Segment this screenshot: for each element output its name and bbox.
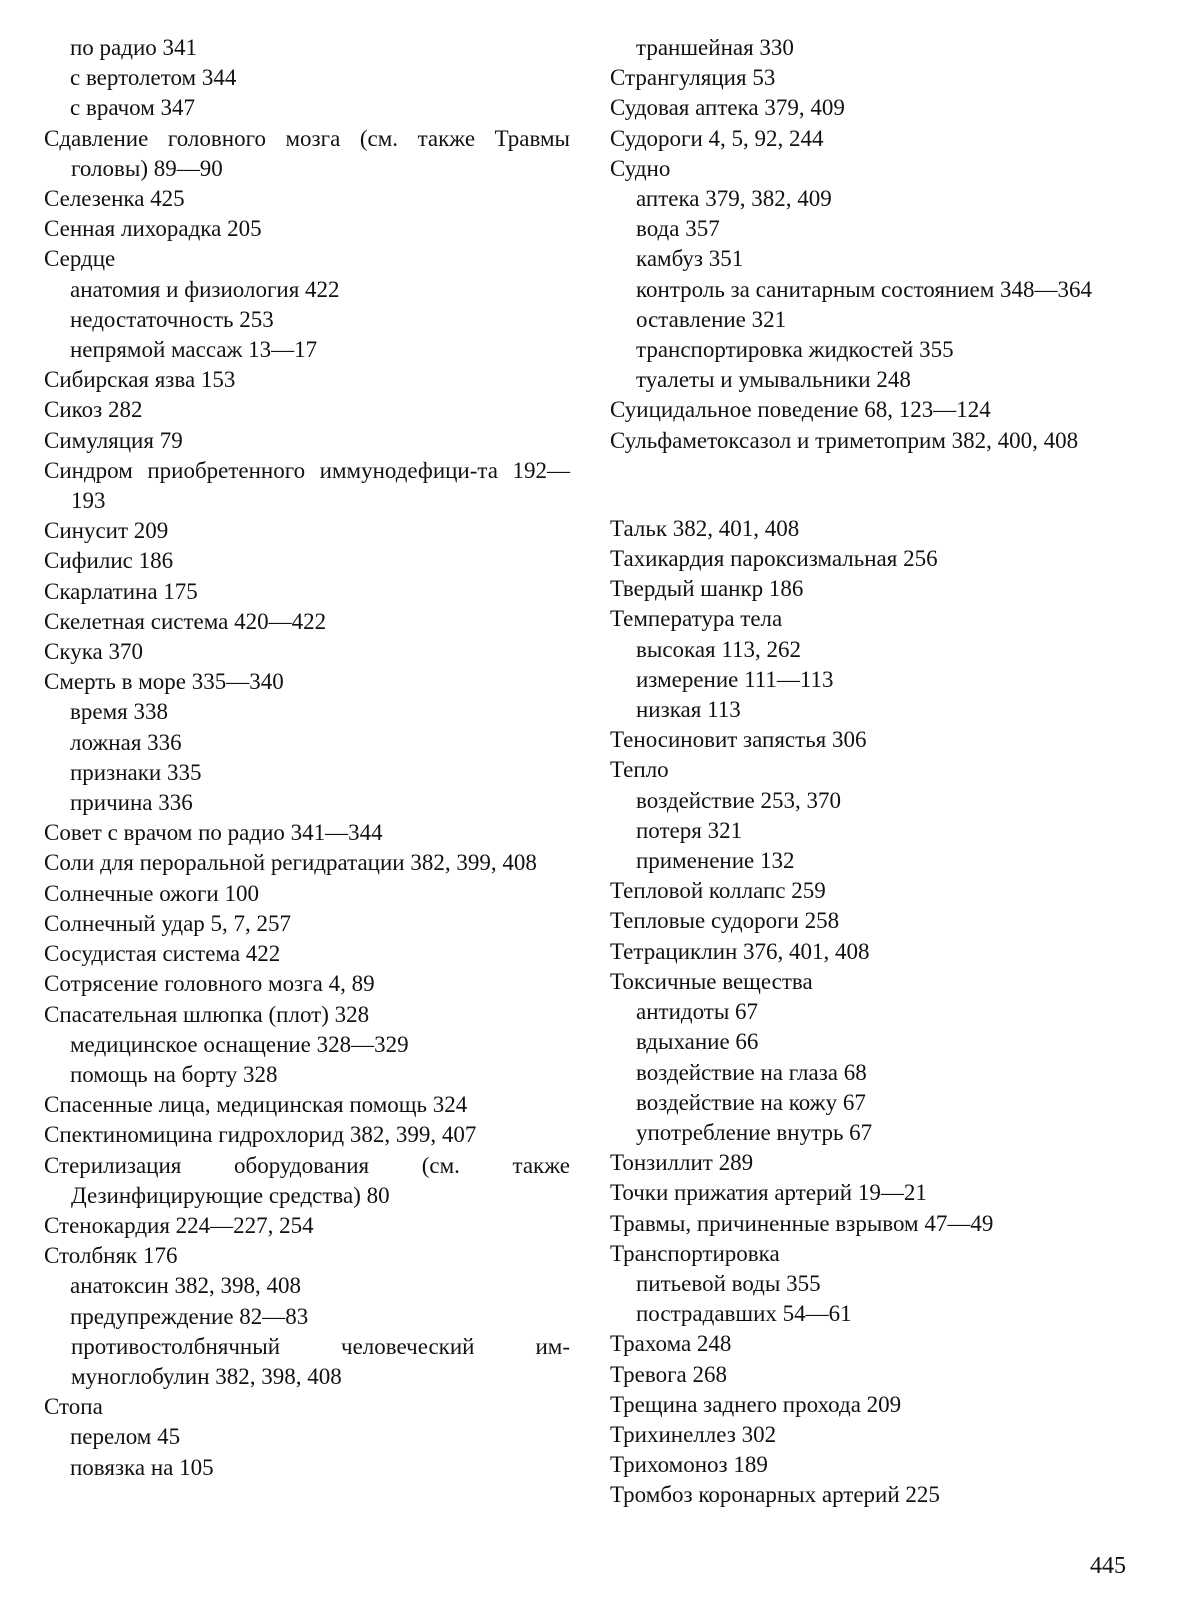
index-entry: Сдавление головного мозга (см. также Травмы головы) 89—90	[44, 125, 570, 181]
index-entry: Судовая аптека 379, 409	[610, 95, 845, 121]
index-column-left	[44, 33, 570, 1483]
index-subentry: камбуз 351	[636, 246, 744, 272]
index-entry: Сифилис 186	[44, 548, 174, 574]
index-entry: Странгуляция 53	[610, 65, 776, 91]
index-subentry: туалеты и умывальники 248	[636, 367, 911, 393]
index-subentry: с вертолетом 344	[70, 65, 237, 91]
index-entry: Тепловые судороги 258	[610, 908, 840, 934]
index-entry: Сердце	[44, 246, 116, 272]
index-subentry: анатомия и физиология 422	[70, 276, 340, 302]
index-entry: Спасенные лица, медицинская помощь 324	[44, 1092, 468, 1118]
index-entry: Симуляция 79	[44, 427, 183, 453]
index-entry: Тревога 268	[610, 1361, 727, 1387]
index-subentry: анатоксин 382, 398, 408	[70, 1273, 302, 1299]
index-subentry: перелом 45	[70, 1424, 181, 1450]
index-subentry: с врачом 347	[70, 95, 196, 121]
index-entry: Смерть в море 335—340	[44, 669, 284, 695]
index-subentry: время 338	[70, 699, 168, 725]
index-entry: Травмы, причиненные взрывом 47—49	[610, 1210, 994, 1236]
index-entry: Суицидальное поведение 68, 123—124	[610, 397, 991, 423]
index-column-right	[610, 33, 1140, 1511]
index-entry: Скука 370	[44, 639, 143, 665]
index-subentry: низкая 113	[636, 697, 741, 723]
index-entry: Сотрясение головного мозга 4, 89	[44, 971, 375, 997]
index-subentry: оставление 321	[636, 306, 787, 332]
index-entry: Тепло	[610, 757, 669, 783]
index-subentry: антидоты 67	[636, 999, 759, 1025]
index-entry: Температура тела	[610, 606, 783, 632]
index-entry: Тепловой коллапс 259	[610, 878, 826, 904]
index-subentry: питьевой воды 355	[636, 1270, 821, 1296]
index-subentry: повязка на 105	[70, 1454, 214, 1480]
index-subentry: признаки 335	[70, 759, 202, 785]
index-subentry: непрямой массаж 13—17	[70, 337, 318, 363]
index-entry: Синдром приобретенного иммунодефици-та 192—193	[44, 457, 570, 514]
index-entry: Сосудистая система 422	[44, 941, 281, 967]
index-entry: Сикоз 282	[44, 397, 143, 423]
index-subentry: контроль за санитарным состоянием 348—364	[636, 276, 1093, 302]
index-entry: Соли для пероральной регидратации 382, 399, 408	[44, 850, 537, 876]
index-entry: Токсичные вещества	[610, 968, 813, 994]
index-subentry: измерение 111—113	[636, 666, 834, 692]
index-entry: Селезенка 425	[44, 186, 185, 212]
index-entry: Тахикардия пароксизмальная 256	[610, 546, 938, 572]
index-subentry: воздействие на глаза 68	[636, 1059, 867, 1085]
index-entry: Транспортировка	[610, 1240, 780, 1266]
index-entry: Тетрациклин 376, 401, 408	[610, 938, 870, 964]
index-subentry: высокая 113, 262	[636, 636, 802, 662]
index-entry: Трихомоноз 189	[610, 1452, 768, 1478]
index-entry: Солнечный удар 5, 7, 257	[44, 910, 292, 936]
index-subentry: помощь на борту 328	[70, 1061, 278, 1087]
index-entry: Скелетная система 420—422	[44, 608, 327, 634]
index-entry: Сенная лихорадка 205	[44, 216, 262, 242]
index-entry: Тальк 382, 401, 408	[610, 515, 800, 541]
index-subentry: ложная 336	[70, 729, 182, 755]
index-entry: Сибирская язва 153	[44, 367, 236, 393]
index-entry: Синусит 209	[44, 518, 169, 544]
index-subentry: противостолбнячный человеческий им-муноглобулин 382, 398, 408	[71, 1333, 570, 1389]
index-subentry: аптека 379, 382, 409	[636, 186, 832, 212]
index-subentry: пострадавших 54—61	[636, 1301, 852, 1327]
index-entry: Твердый шанкр 186	[610, 576, 804, 602]
index-entry: Спасательная шлюпка (плот) 328	[44, 1001, 370, 1027]
index-subentry: транспортировка жидкостей 355	[636, 337, 954, 363]
index-entry: Судороги 4, 5, 92, 244	[610, 125, 824, 151]
index-subentry: воздействие 253, 370	[636, 787, 841, 813]
index-entry: Стенокардия 224—227, 254	[44, 1212, 314, 1238]
index-entry: Теносиновит запястья 306	[610, 727, 867, 753]
index-subentry: потеря 321	[636, 817, 743, 843]
index-entry: Тромбоз коронарных артерий 225	[610, 1482, 940, 1508]
section-gap	[610, 472, 1140, 498]
index-entry: Столбняк 176	[44, 1243, 178, 1269]
index-subentry: вода 357	[636, 216, 720, 242]
index-subentry: медицинское оснащение 328—329	[70, 1031, 409, 1057]
index-subentry: воздействие на кожу 67	[636, 1089, 866, 1115]
index-entry: Сульфаметоксазол и триметоприм 382, 400, 408	[610, 427, 1079, 453]
page-number: 445	[1090, 1553, 1126, 1579]
index-entry: Трещина заднего прохода 209	[610, 1391, 902, 1417]
index-subentry: по радио 341	[70, 35, 198, 60]
index-entry: Трахома 248	[610, 1331, 732, 1357]
index-subentry: причина 336	[70, 790, 193, 816]
index-entry: Трихинеллез 302	[610, 1421, 777, 1447]
index-entry: Точки прижатия артерий 19—21	[610, 1180, 927, 1206]
index-subentry: употребление внутрь 67	[636, 1119, 873, 1145]
index-entry: Судно	[610, 155, 671, 181]
index-subentry: предупреждение 82—83	[70, 1303, 309, 1329]
index-entry: Стерилизация оборудования (см. также Дезинфицирующие средства) 80	[44, 1152, 570, 1208]
index-subentry: применение 132	[636, 848, 795, 874]
index-entry: Солнечные ожоги 100	[44, 880, 259, 906]
index-entry: Скарлатина 175	[44, 578, 198, 604]
index-entry: Стопа	[44, 1394, 103, 1420]
index-subentry: вдыхание 66	[636, 1029, 759, 1055]
index-entry: Совет с врачом по радио 341—344	[44, 820, 383, 846]
index-entry: Тонзиллит 289	[610, 1150, 754, 1176]
index-entry: Спектиномицина гидрохлорид 382, 399, 407	[44, 1122, 477, 1148]
index-subentry: траншейная 330	[636, 35, 794, 60]
index-subentry: недостаточность 253	[70, 306, 274, 332]
